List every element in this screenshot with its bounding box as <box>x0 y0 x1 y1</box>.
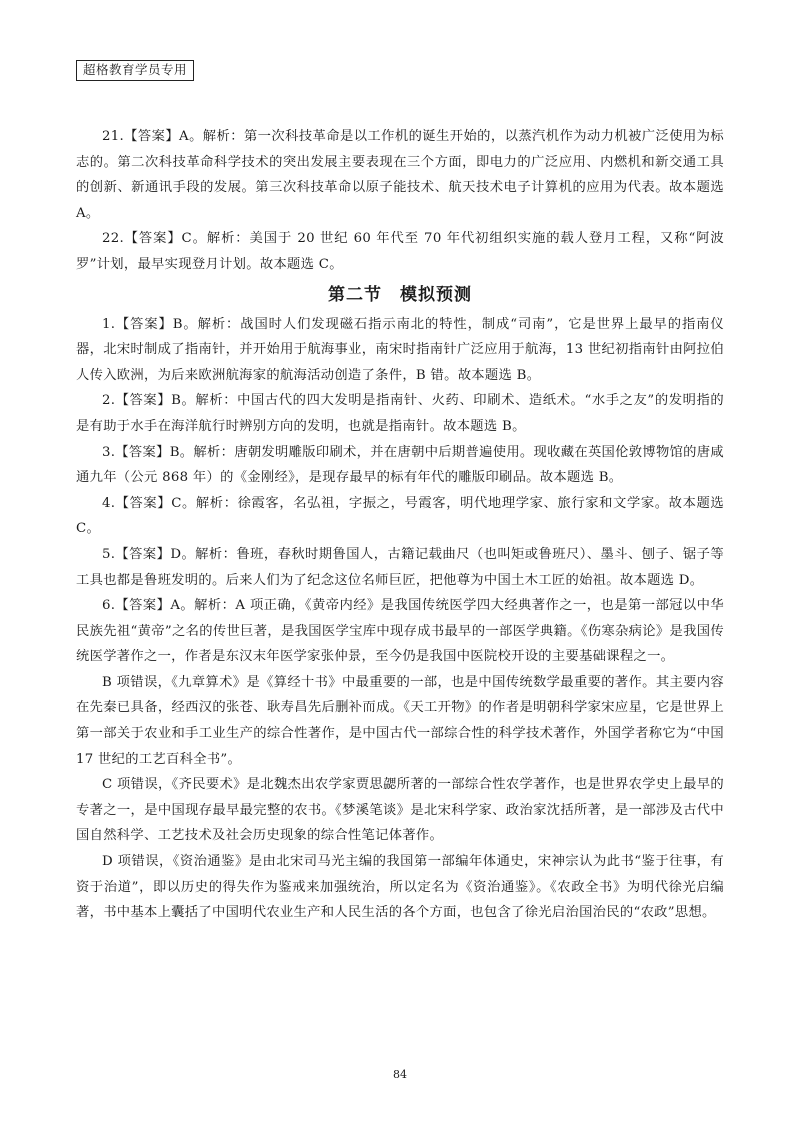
answer-paragraph-6: 6.【答案】A。解析：A 项正确，《黄帝内经》是我国传统医学四大经典著作之一，也是第一部冠以中华民族先祖“黄帝”之名的传世巨著，是我国医学宝库中现存成书最早的一部医学典籍。《伤寒杂病论》是我国传统医学著作之一，作者是东汉末年医学家张仲景，至今仍是我国中医院校开设的主要基础课程之一。 <box>76 598 724 665</box>
answer-paragraph-4: 4.【答案】C。解析：徐霞客，名弘祖，字振之，号霞客，明代地理学家、旅行家和文学家。故本题选 C。 <box>76 495 724 537</box>
answer-paragraph-21: 21.【答案】A。解析：第一次科技革命是以工作机的诞生开始的，以蒸汽机作为动力机被广泛使用为标志的。第二次科技革命科学技术的突出发展主要表现在三个方面，即电力的广泛应用、内燃机和新交通工具的创新、新通讯手段的发展。第三次科技革命以原子能技术、航天技术电子计算机的应用为代表。故本题选 A。 <box>76 129 724 221</box>
content-body <box>76 124 724 926</box>
option-d-explanation: D 项错误，《资治通鉴》是由北宋司马光主编的我国第一部编年体通史，宋神宗认为此书“鉴于往事，有资于治道”，即以历史的得失作为鉴戒来加强统治，所以定名为《资治通鉴》。《农政全书》为明代徐光启编著，书中基本上囊括了中国明代农业生产和人民生活的各个方面，也包含了徐光启治国治民的“农政”思想。 <box>76 854 724 921</box>
section-title: 第二节 模拟预测 <box>328 284 472 305</box>
page-number: 84 <box>393 1068 407 1081</box>
header-label: 超格教育学员专用 <box>76 60 194 81</box>
answer-paragraph-3: 3.【答案】B。解析：唐朝发明雕版印刷术，并在唐朝中后期普遍使用。现收藏在英国伦敦博物馆的唐咸通九年（公元 868 年）的《金刚经》，是现存最早的标有年代的雕版印刷品。故本题选 B。 <box>76 444 724 486</box>
answer-paragraph-2: 2.【答案】B。解析：中国古代的四大发明是指南针、火药、印刷术、造纸术。“水手之友”的发明指的是有助于水手在海洋航行时辨别方向的发明，也就是指南针。故本题选 B。 <box>76 393 724 434</box>
answer-paragraph-1: 1.【答案】B。解析：战国时人们发现磁石指示南北的特性，制成“司南”，它是世界上最早的指南仪器，北宋时制成了指南针，并开始用于航海事业，南宋时指南针广泛应用于航海，13 世纪初指南针由阿拉伯人传入欧洲，为后来欧洲航海家的航海活动创造了条件，B 错。故本题选 B。 <box>76 316 724 383</box>
answer-paragraph-5: 5.【答案】D。解析：鲁班，春秋时期鲁国人，古籍记载曲尺（也叫矩或鲁班尺）、墨斗、刨子、锯子等工具也都是鲁班发明的。后来人们为了纪念这位名师巨匠，把他尊为中国土木工匠的始祖。故本题选 D。 <box>76 546 724 588</box>
option-b-explanation: B 项错误，《九章算术》是《算经十书》中最重要的一部，也是中国传统数学最重要的著作。其主要内容在先秦已具备，经西汉的张苍、耿寿昌先后删补而成。《天工开物》的作者是明朝科学家宋应星，它是世界上第一部关于农业和手工业生产的综合性著作，是中国古代一部综合性的科学技术著作，外国学者称它为“中国 17 世纪的工艺百科全书”。 <box>76 674 724 767</box>
answer-paragraph-22: 22.【答案】C。解析：美国于 20 世纪 60 年代至 70 年代初组织实施的载人登月工程，又称“阿波罗”计划，最早实现登月计划。故本题选 C。 <box>76 231 724 272</box>
option-c-explanation: C 项错误，《齐民要术》是北魏杰出农学家贾思勰所著的一部综合性农学著作，也是世界农学史上最早的专著之一，是中国现存最早最完整的农书。《梦溪笔谈》是北宋科学家、政治家沈括所著，是一部涉及古代中国自然科学、工艺技术及社会历史现象的综合性笔记体著作。 <box>76 777 724 844</box>
